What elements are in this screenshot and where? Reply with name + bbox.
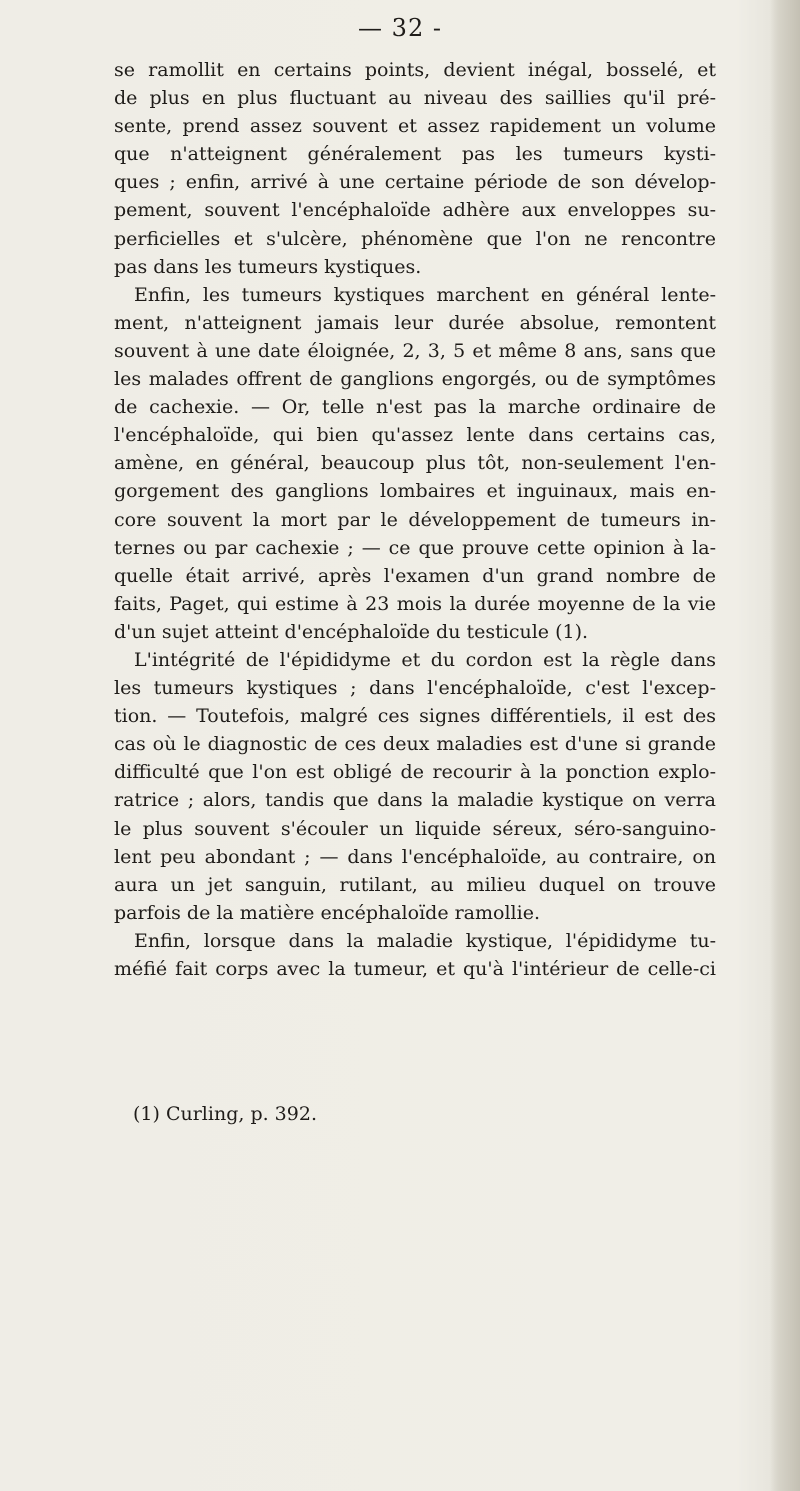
text-line: amène, en général, beaucoup plus tôt, non-seulement l'en-	[114, 452, 716, 475]
text-line: ratrice ; alors, tandis que dans la maladie kystique on verra	[114, 789, 716, 812]
text-line: l'encéphaloïde, qui bien qu'assez lente dans certains cas,	[114, 424, 716, 447]
text-line: souvent à une date éloignée, 2, 3, 5 et même 8 ans, sans que	[114, 339, 716, 362]
text-line: ques ; enfin, arrivé à une certaine période de son dévelop-	[114, 171, 716, 194]
page-number: — 32 -	[358, 14, 442, 42]
text-line: ment, n'atteignent jamais leur durée absolue, remontent	[114, 311, 716, 334]
text-line: les tumeurs kystiques ; dans l'encéphaloïde, c'est l'excep-	[114, 677, 716, 700]
text-line: faits, Paget, qui estime à 23 mois la durée moyenne de la vie	[114, 592, 716, 615]
text-line: aura un jet sanguin, rutilant, au milieu duquel on trouve	[114, 873, 716, 896]
text-line: tion. — Toutefois, malgré ces signes différentiels, il est des	[114, 705, 716, 728]
text-line: les malades offrent de ganglions engorgés, ou de symptômes	[114, 368, 716, 391]
text-line: L'intégrité de l'épididyme et du cordon est la règle dans	[134, 648, 716, 671]
text-line: d'un sujet atteint d'encéphaloïde du testicule (1).	[114, 620, 589, 643]
text-line: de plus en plus fluctuant au niveau des saillies qu'il pré-	[114, 87, 716, 110]
footnote: (1) Curling, p. 392.	[133, 1103, 317, 1125]
text-line: pas dans les tumeurs kystiques.	[114, 255, 422, 278]
text-line: pement, souvent l'encéphaloïde adhère aux enveloppes su-	[114, 199, 716, 222]
text-line: parfois de la matière encéphaloïde ramollie.	[114, 901, 540, 924]
text-line: sente, prend assez souvent et assez rapidement un volume	[114, 115, 716, 138]
text-line: se ramollit en certains points, devient inégal, bosselé, et	[114, 59, 716, 81]
text-line: lent peu abondant ; — dans l'encéphaloïde, au contraire, on	[114, 845, 716, 868]
text-line: Enfin, les tumeurs kystiques marchent en général lente-	[134, 283, 716, 306]
text-line: perficielles et s'ulcère, phénomène que l'on ne rencontre	[114, 227, 716, 250]
text-line: cas où le diagnostic de ces deux maladies est d'une si grande	[114, 733, 716, 756]
text-line: de cachexie. — Or, telle n'est pas la marche ordinaire de	[114, 396, 716, 419]
text-line: quelle était arrivé, après l'examen d'un grand nombre de	[114, 564, 716, 587]
text-line: difficulté que l'on est obligé de recourir à la ponction explo-	[114, 761, 716, 784]
page-number-header	[0, 14, 800, 42]
text-line: que n'atteignent généralement pas les tumeurs kysti-	[114, 143, 716, 166]
body-text	[114, 56, 716, 983]
text-line: gorgement des ganglions lombaires et inguinaux, mais en-	[114, 480, 716, 503]
text-line: le plus souvent s'écouler un liquide séreux, séro-sanguino-	[114, 817, 716, 840]
text-line: ternes ou par cachexie ; — ce que prouve cette opinion à la-	[114, 536, 716, 559]
text-line: méfié fait corps avec la tumeur, et qu'à l'intérieur de celle-ci	[114, 958, 716, 980]
text-line: core souvent la mort par le développement de tumeurs in-	[114, 508, 716, 531]
page-edge	[770, 0, 800, 1491]
text-line: Enfin, lorsque dans la maladie kystique, l'épididyme tu-	[134, 929, 716, 952]
